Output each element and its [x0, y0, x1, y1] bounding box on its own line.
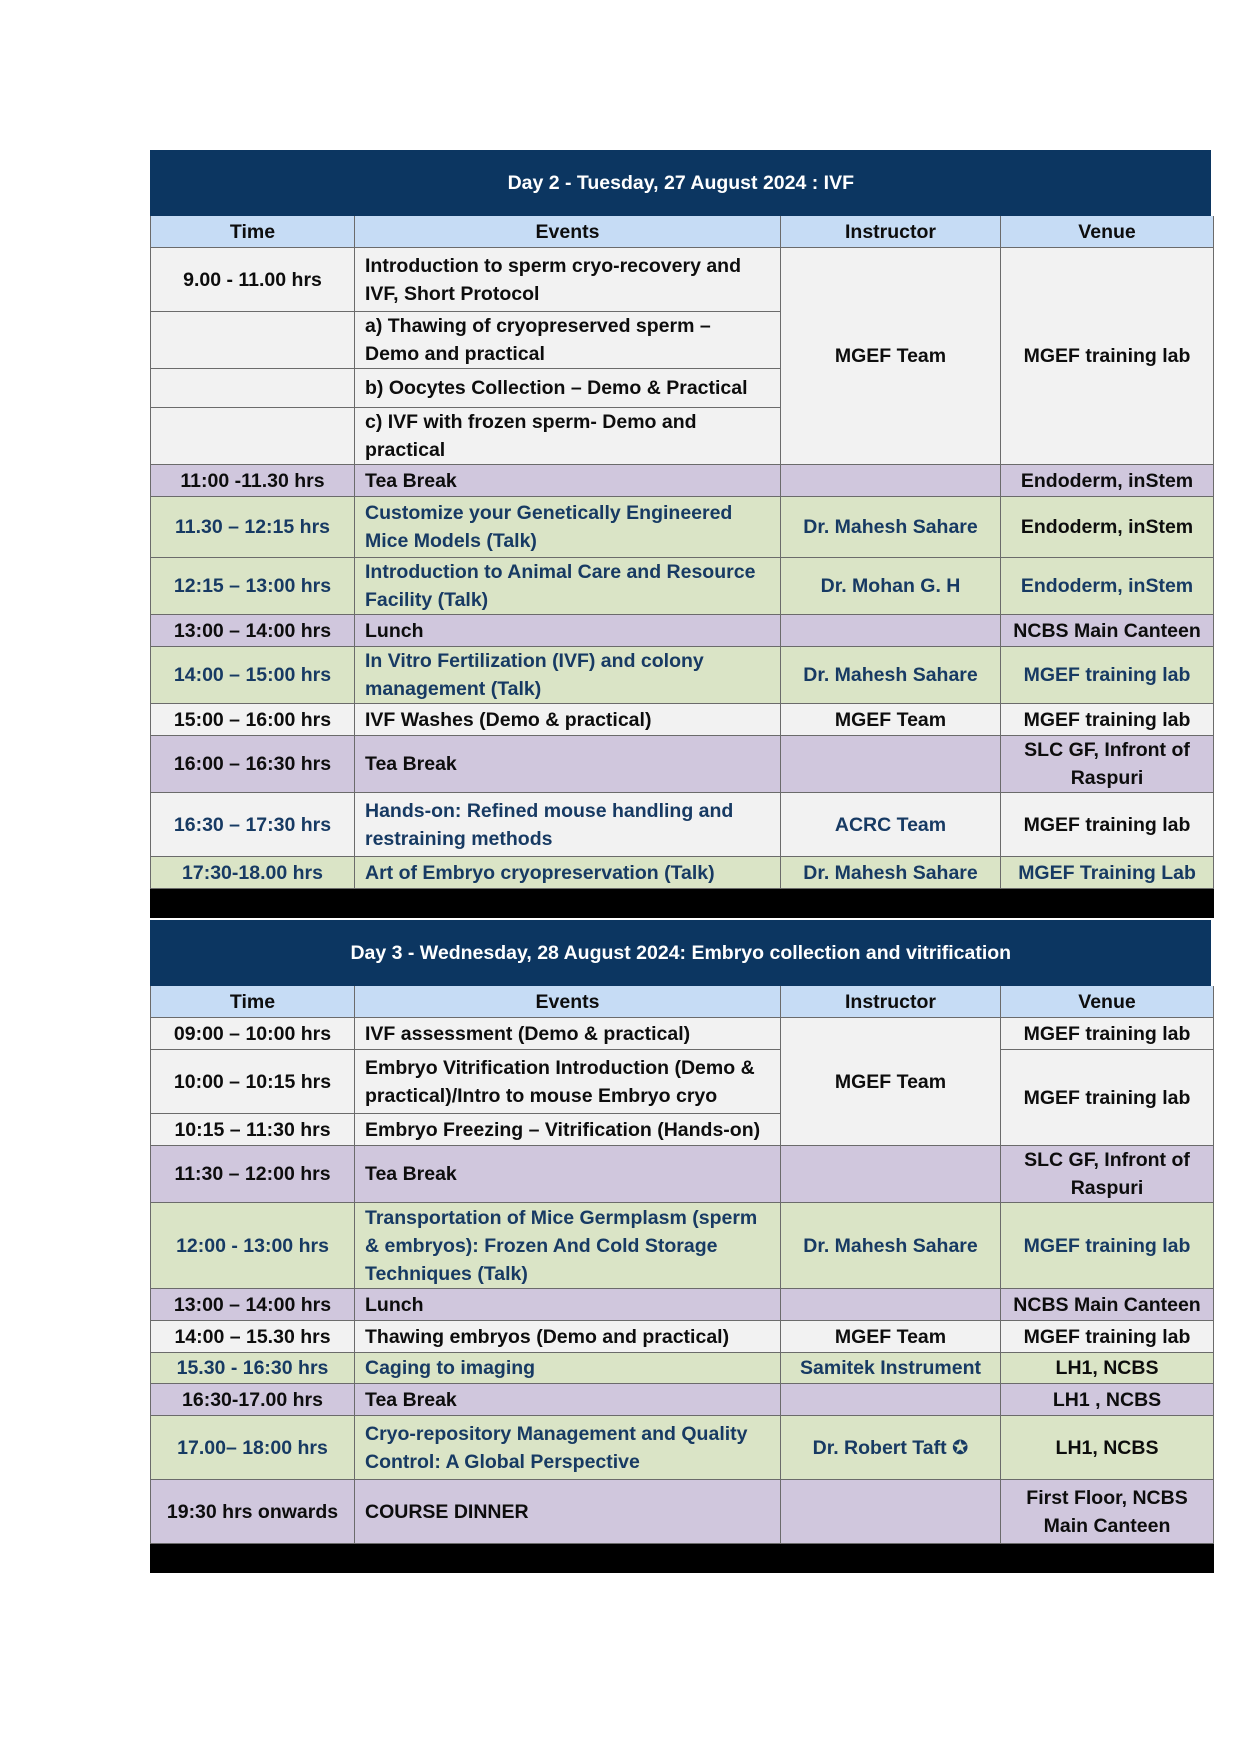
venue-cell: MGEF training lab — [1001, 647, 1214, 704]
time-cell: 11:30 – 12:00 hrs — [151, 1146, 355, 1203]
event-cell: Customize your Genetically Engineered Mice Models (Talk) — [355, 497, 781, 558]
venue-cell: LH1, NCBS — [1001, 1353, 1214, 1384]
event-cell: c) IVF with frozen sperm- Demo and practical — [355, 408, 781, 465]
event-cell: Introduction to Animal Care and Resource Facility (Talk) — [355, 558, 781, 615]
time-cell: 12:00 - 13:00 hrs — [151, 1203, 355, 1289]
venue-cell: First Floor, NCBS Main Canteen — [1001, 1480, 1214, 1544]
col-header-events: Events — [355, 986, 781, 1018]
event-cell: Introduction to sperm cryo-recovery and IVF, Short Protocol — [355, 248, 781, 312]
event-cell: Cryo-repository Management and Quality Control: A Global Perspective — [355, 1416, 781, 1480]
instructor-cell — [781, 1416, 1001, 1480]
col-header-instructor: Instructor — [781, 986, 1001, 1018]
venue-cell: LH1 , NCBS — [1001, 1384, 1214, 1416]
day3-title: Day 3 - Wednesday, 28 August 2024: Embryo collection and vitrification — [151, 921, 1214, 986]
time-cell: 15:00 – 16:00 hrs — [151, 704, 355, 736]
time-cell — [151, 408, 355, 465]
event-cell: b) Oocytes Collection – Demo & Practical — [355, 369, 781, 408]
time-cell: 10:00 – 10:15 hrs — [151, 1050, 355, 1114]
time-cell: 16:30 – 17:30 hrs — [151, 793, 355, 857]
instructor-cell — [781, 736, 1001, 793]
col-header-events: Events — [355, 216, 781, 248]
event-cell: Caging to imaging — [355, 1353, 781, 1384]
venue-cell: MGEF training lab — [1001, 1018, 1214, 1050]
event-cell: Embryo Vitrification Introduction (Demo & practical)/Intro to mouse Embryo cryo — [355, 1050, 781, 1114]
event-cell: Thawing embryos (Demo and practical) — [355, 1321, 781, 1353]
event-cell: Transportation of Mice Germplasm (sperm & embryos): Frozen And Cold Storage Techniques (Talk) — [355, 1203, 781, 1289]
table-row — [151, 1416, 1214, 1480]
venue-cell: MGEF training lab — [1001, 793, 1214, 857]
table-row — [151, 1480, 1214, 1544]
time-cell: 17.00– 18:00 hrs — [151, 1416, 355, 1480]
table-row — [151, 857, 1214, 889]
event-cell: Tea Break — [355, 465, 781, 497]
venue-cell: SLC GF, Infront of Raspuri — [1001, 1146, 1214, 1203]
table-row — [151, 465, 1214, 497]
instructor-cell — [781, 1146, 1001, 1203]
event-cell: Lunch — [355, 1289, 781, 1321]
col-header-venue: Venue — [1001, 216, 1214, 248]
time-cell: 09:00 – 10:00 hrs — [151, 1018, 355, 1050]
venue-cell: MGEF Training Lab — [1001, 857, 1214, 889]
event-cell: Art of Embryo cryopreservation (Talk) — [355, 857, 781, 889]
instructor-cell: Dr. Mahesh Sahare — [781, 497, 1001, 558]
time-cell — [151, 369, 355, 408]
event-cell: Hands-on: Refined mouse handling and restraining methods — [355, 793, 781, 857]
table-end-bar — [151, 889, 1214, 918]
time-cell: 13:00 – 14:00 hrs — [151, 1289, 355, 1321]
event-cell: In Vitro Fertilization (IVF) and colony management (Talk) — [355, 647, 781, 704]
instructor-cell — [781, 1384, 1001, 1416]
time-cell: 9.00 - 11.00 hrs — [151, 248, 355, 312]
event-cell: Tea Break — [355, 1384, 781, 1416]
venue-cell: MGEF training lab — [1001, 704, 1214, 736]
instructor-cell — [781, 1289, 1001, 1321]
instructor-cell: Dr. Mahesh Sahare — [781, 857, 1001, 889]
instructor-cell: MGEF Team — [781, 248, 1001, 465]
col-header-venue: Venue — [1001, 986, 1214, 1018]
venue-cell: SLC GF, Infront of Raspuri — [1001, 736, 1214, 793]
instructor-cell: ACRC Team — [781, 793, 1001, 857]
venue-cell: MGEF training lab — [1001, 1203, 1214, 1289]
instructor-cell: Samitek Instrument — [781, 1353, 1001, 1384]
star-badge-icon: ✪ — [952, 1436, 969, 1459]
event-cell: COURSE DINNER — [355, 1480, 781, 1544]
instructor-cell: Dr. Mahesh Sahare — [781, 647, 1001, 704]
time-cell: 11:00 -11.30 hrs — [151, 465, 355, 497]
table-row — [151, 1384, 1214, 1416]
instructor-cell — [781, 615, 1001, 647]
instructor-cell: Dr. Mahesh Sahare — [781, 1203, 1001, 1289]
time-cell: 14:00 – 15:00 hrs — [151, 647, 355, 704]
table-row — [151, 647, 1214, 704]
day2-schedule-table — [150, 150, 1217, 918]
table-row — [151, 1203, 1214, 1289]
table-row — [151, 1289, 1214, 1321]
instructor-cell — [781, 1480, 1001, 1544]
event-cell: Embryo Freezing – Vitrification (Hands-on) — [355, 1114, 781, 1146]
table-row — [151, 793, 1214, 857]
event-cell: Lunch — [355, 615, 781, 647]
table-row — [151, 497, 1214, 558]
instructor-cell: Dr. Mohan G. H — [781, 558, 1001, 615]
time-cell: 17:30-18.00 hrs — [151, 857, 355, 889]
event-cell: Tea Break — [355, 1146, 781, 1203]
venue-cell: MGEF training lab — [1001, 1050, 1214, 1146]
event-cell: a) Thawing of cryopreserved sperm – Demo and practical — [355, 312, 781, 369]
table-row — [151, 704, 1214, 736]
time-cell: 12:15 – 13:00 hrs — [151, 558, 355, 615]
time-cell: 16:30-17.00 hrs — [151, 1384, 355, 1416]
event-cell: Tea Break — [355, 736, 781, 793]
table-row — [151, 1353, 1214, 1384]
table-row — [151, 1146, 1214, 1203]
day2-title: Day 2 - Tuesday, 27 August 2024 : IVF — [151, 151, 1214, 216]
venue-cell: NCBS Main Canteen — [1001, 1289, 1214, 1321]
venue-cell: MGEF training lab — [1001, 1321, 1214, 1353]
venue-cell: MGEF training lab — [1001, 248, 1214, 465]
venue-cell: Endoderm, inStem — [1001, 497, 1214, 558]
table-end-bar — [151, 1544, 1214, 1573]
col-header-time: Time — [151, 216, 355, 248]
event-cell: IVF assessment (Demo & practical) — [355, 1018, 781, 1050]
instructor-cell: MGEF Team — [781, 1321, 1001, 1353]
time-cell: 14:00 – 15.30 hrs — [151, 1321, 355, 1353]
venue-cell: Endoderm, inStem — [1001, 465, 1214, 497]
day3-schedule-table — [150, 920, 1217, 1573]
venue-cell: NCBS Main Canteen — [1001, 615, 1214, 647]
table-row — [151, 1050, 1214, 1114]
table-row — [151, 248, 1214, 312]
table-row — [151, 736, 1214, 793]
time-cell: 13:00 – 14:00 hrs — [151, 615, 355, 647]
time-cell: 16:00 – 16:30 hrs — [151, 736, 355, 793]
time-cell: 10:15 – 11:30 hrs — [151, 1114, 355, 1146]
instructor-name: Dr. Robert Taft — [812, 1436, 947, 1459]
instructor-cell: MGEF Team — [781, 704, 1001, 736]
instructor-cell — [781, 465, 1001, 497]
table-row — [151, 558, 1214, 615]
instructor-cell: MGEF Team — [781, 1018, 1001, 1146]
time-cell: 11.30 – 12:15 hrs — [151, 497, 355, 558]
col-header-time: Time — [151, 986, 355, 1018]
time-cell: 15.30 - 16:30 hrs — [151, 1353, 355, 1384]
table-row — [151, 1321, 1214, 1353]
venue-cell: Endoderm, inStem — [1001, 558, 1214, 615]
event-cell: IVF Washes (Demo & practical) — [355, 704, 781, 736]
col-header-instructor: Instructor — [781, 216, 1001, 248]
venue-cell: LH1, NCBS — [1001, 1416, 1214, 1480]
time-cell — [151, 312, 355, 369]
table-row — [151, 1018, 1214, 1050]
time-cell: 19:30 hrs onwards — [151, 1480, 355, 1544]
table-row — [151, 615, 1214, 647]
